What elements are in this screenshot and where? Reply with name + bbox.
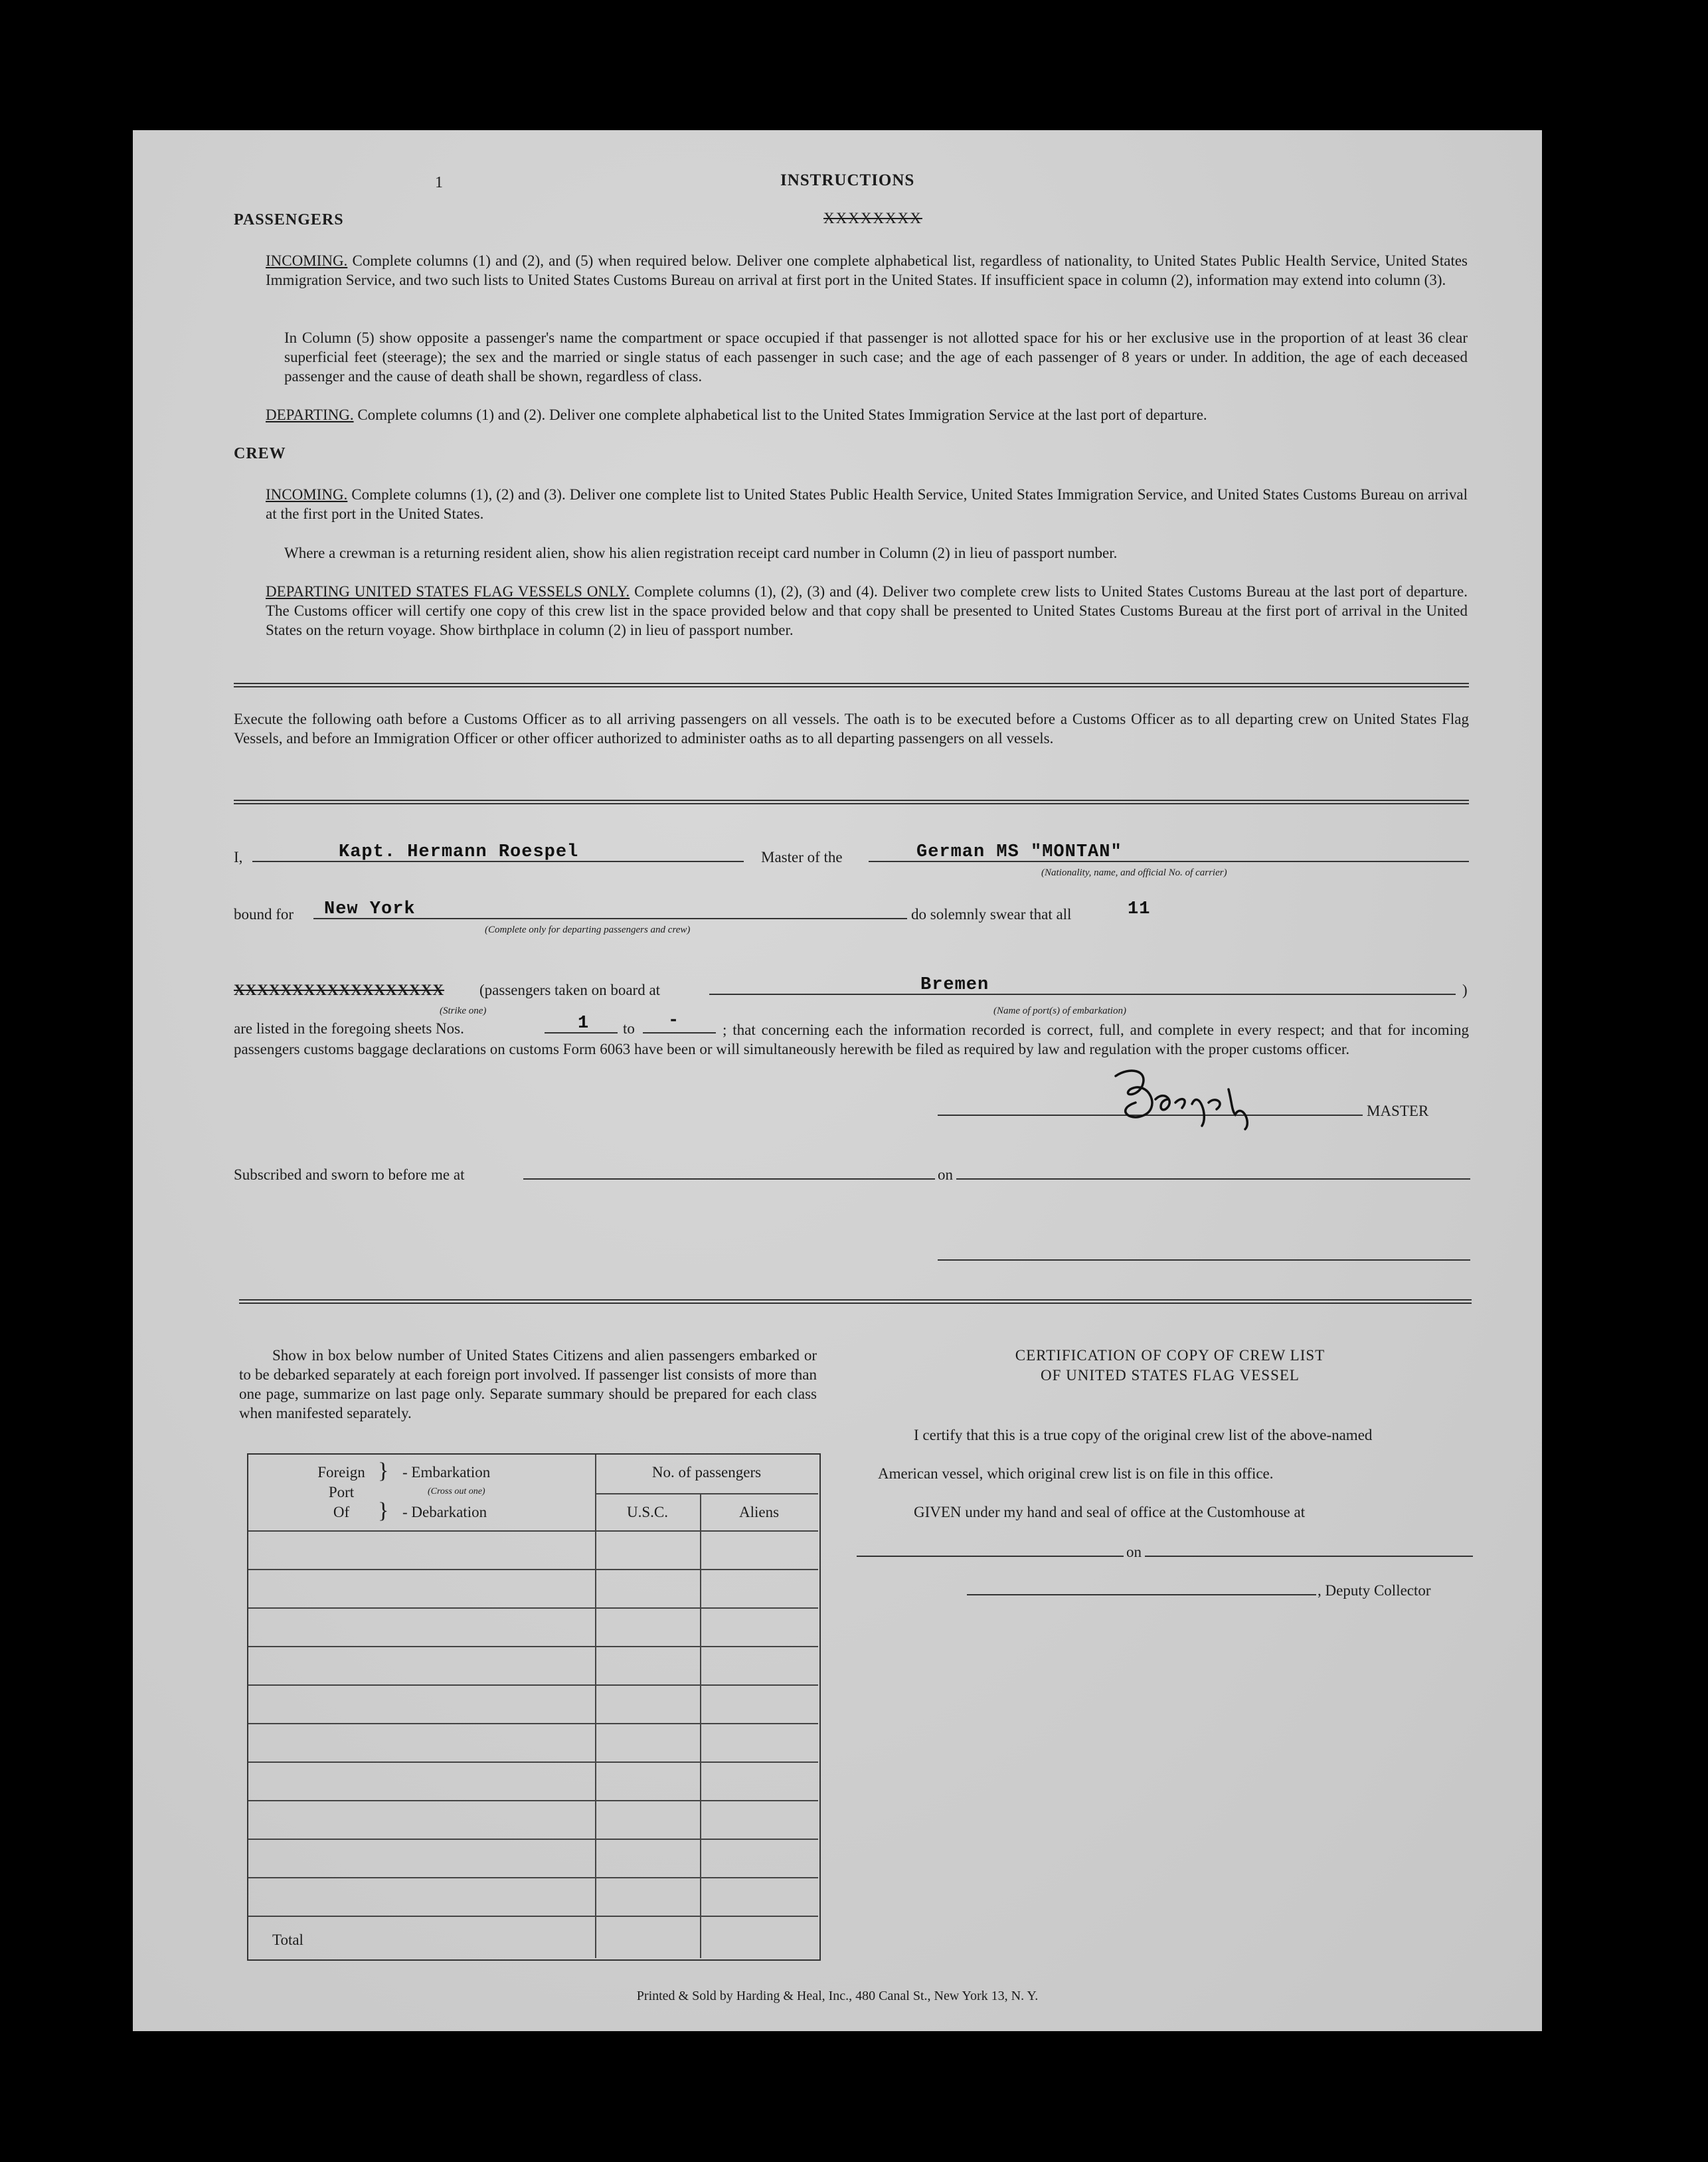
passengers-incoming-text: Complete columns (1) and (2), and (5) when required below. Deliver one complete alphabetical list, regardless of nationality, to United States Public Health Service, United States Immigration Service, and two such lists to United States Customs Bureau on arrival at first port in the United States. If insufficient space in column (2), information may extend into column (3). [266, 252, 1468, 288]
passenger-count-field[interactable]: 11 [1128, 899, 1151, 919]
deputy-signature-line[interactable] [967, 1594, 1316, 1595]
col-port-label: Port [328, 1484, 355, 1500]
col-foreign-label: Foreign [317, 1464, 365, 1481]
officer-signature-line[interactable] [938, 1259, 1470, 1261]
master-signature [1102, 1063, 1288, 1136]
struck-text: XXXXXXXX [823, 210, 922, 226]
subscribed-on-label: on [938, 1166, 953, 1183]
no-of-passengers-header: No. of passengers [651, 1464, 762, 1481]
certification-title-1: CERTIFICATION OF COPY OF CREW LIST [1015, 1347, 1325, 1364]
separator-line-2 [234, 800, 1469, 804]
vessel-field[interactable]: German MS "MONTAN" [916, 842, 1122, 862]
taken-on-board-label: (passengers taken on board at [479, 982, 661, 998]
passengers-departing-paragraph [266, 405, 1468, 424]
cross-out-caption: (Cross out one) [428, 1486, 485, 1496]
table-header-bottom [248, 1530, 818, 1532]
passengers-departing-label: DEPARTING. [266, 406, 354, 423]
customhouse-date-line[interactable] [1145, 1556, 1473, 1557]
oath-i-label: I, [234, 849, 243, 865]
table-row-line [248, 1646, 818, 1647]
certification-line-3: GIVEN under my hand and seal of office at the Customhouse at [914, 1504, 1306, 1520]
close-paren: ) [1462, 982, 1468, 998]
crew-resident-paragraph: Where a crewman is a returning resident alien, show his alien registration receipt card number in Column (2) in lieu of passport number. [284, 545, 1118, 561]
subscribed-label: Subscribed and sworn to before me at [234, 1166, 465, 1183]
crew-heading: CREW [234, 445, 286, 462]
summary-instructions: Show in box below number of United States Citizens and alien passengers embarked or to be debarked separately at each foreign port involved. If passenger list consists of more than one page, summarize on last page only. Separate summary should be prepared for each class when manifested separately. [239, 1347, 817, 1421]
destination-caption: (Complete only for departing passengers and crew) [485, 925, 691, 935]
certification-on-label: on [1126, 1544, 1142, 1560]
table-row-line [248, 1607, 818, 1609]
table-row-line [248, 1877, 818, 1878]
crew-incoming-text: Complete columns (1), (2) and (3). Deliver one complete list to United States Public Health Service, United States Immigration Service, and United States Customs Bureau on arrival at the first port in the United States. [266, 486, 1468, 522]
passengers-incoming-label: INCOMING. [266, 252, 348, 269]
table-row-line [248, 1800, 818, 1801]
embarkation-label[interactable]: - Embarkation [402, 1464, 491, 1481]
port-line [709, 994, 1456, 995]
listed-label: are listed in the foregoing sheets Nos. [234, 1020, 464, 1037]
port-field[interactable]: Bremen [920, 975, 989, 995]
certify-paragraph: ; that concerning each the information recorded is correct, full, and complete in every respect; and that for incoming passengers customs baggage declarations on customs Form 6063 have been or will simultaneously herewith be filed as required by law and regulation with the proper customs officer. [234, 1022, 1469, 1057]
customhouse-place-line[interactable] [857, 1556, 1124, 1557]
crew-departing-label: DEPARTING UNITED STATES FLAG VESSELS ONLY. [266, 583, 630, 600]
printer-footer: Printed & Sold by Harding & Heal, Inc., 480 Canal St., New York 13, N. Y. [636, 1989, 1039, 2003]
aliens-header: Aliens [738, 1504, 780, 1520]
table-row-line [248, 1916, 818, 1917]
deputy-collector-label: , Deputy Collector [1318, 1582, 1431, 1599]
document-sheet [133, 130, 1542, 2031]
col-of-label: Of [333, 1504, 350, 1520]
port-caption: (Name of port(s) of embarkation) [993, 1006, 1126, 1016]
table-row-line [248, 1569, 818, 1570]
table-row-line [248, 1761, 818, 1763]
passengers-heading: PASSENGERS [234, 211, 344, 228]
table-divider-usc [700, 1494, 701, 1958]
strike-one-text: XXXXXXXXXXXXXXXXXX [234, 982, 444, 998]
vessel-caption: (Nationality, name, and official No. of carrier) [1041, 867, 1227, 878]
column5-paragraph: In Column (5) show opposite a passenger's name the compartment or space occupied if that passenger is not allotted space for his or her exclusive use in the proportion of at least 36 clear superficial feet (steerage); the sex and the married or single status of each passenger in such case; and the age of each passenger of 8 years or under. In addition, the age of each deceased passenger and the cause of death shall be shown, regardless of class. [284, 329, 1468, 385]
table-row-line [248, 1723, 818, 1724]
certification-title-2: OF UNITED STATES FLAG VESSEL [1041, 1367, 1300, 1384]
crew-departing-text: Complete columns (1), (2), (3) and (4). Deliver two complete crew lists to United States Customs Bureau at the last port of departure. The Customs officer will certify one copy of this crew list in the space provided below and that copy shall be presented to United States Customs Bureau at the first port of arrival in the United States on the return voyage. Show birthplace in column (2) in lieu of passport number. [266, 583, 1468, 638]
passengers-incoming-paragraph [266, 251, 1468, 290]
swear-label: do solemnly swear that all [911, 906, 1072, 923]
passenger-summary-table [247, 1453, 821, 1961]
crew-departing-paragraph [266, 582, 1468, 640]
debarkation-label[interactable]: - Debarkation [402, 1504, 487, 1520]
page-mark: 1 [435, 174, 443, 191]
page-title: INSTRUCTIONS [780, 171, 915, 189]
table-row-line [248, 1839, 818, 1840]
destination-field[interactable]: New York [324, 899, 416, 919]
signature-graphic [1102, 1063, 1288, 1136]
crew-incoming-label: INCOMING. [266, 486, 348, 503]
table-header-split [595, 1493, 818, 1494]
bound-for-label: bound for [234, 906, 294, 923]
certification-line-2: American vessel, which original crew list is on file in this office. [878, 1465, 1274, 1482]
subscribed-place-line[interactable] [523, 1178, 935, 1180]
table-row-line [248, 1684, 818, 1686]
total-label: Total [272, 1932, 303, 1948]
separator-line-1 [234, 683, 1469, 687]
to-label: to [623, 1020, 635, 1037]
master-name-field[interactable]: Kapt. Hermann Roespel [339, 842, 579, 862]
master-of-label: Master of the [761, 849, 843, 865]
brace-icon-lower: } [378, 1498, 389, 1523]
certification-line-1: I certify that this is a true copy of the original crew list of the above-named [914, 1427, 1373, 1443]
subscribed-date-line[interactable] [956, 1178, 1470, 1180]
oath-intro: Execute the following oath before a Customs Officer as to all arriving passengers on all vessels. The oath is to be executed before a Customs Officer as to all departing crew on United States Flag Vessels, and before an Immigration Officer or other officer authorized to administer oaths as to all departing passengers on all vessels. [234, 711, 1469, 747]
sheet-from-field[interactable]: 1 [578, 1014, 590, 1034]
passengers-departing-text: Complete columns (1) and (2). Deliver one complete alphabetical list to the United States Immigration Service at the last port of departure. [357, 406, 1207, 423]
sheet-to-field[interactable]: - [668, 1011, 680, 1031]
master-label: MASTER [1367, 1103, 1429, 1119]
crew-incoming-paragraph [266, 485, 1468, 523]
brace-icon: } [378, 1459, 389, 1483]
strike-caption: (Strike one) [440, 1006, 487, 1016]
usc-header: U.S.C. [627, 1504, 668, 1520]
separator-line-3 [239, 1299, 1472, 1304]
